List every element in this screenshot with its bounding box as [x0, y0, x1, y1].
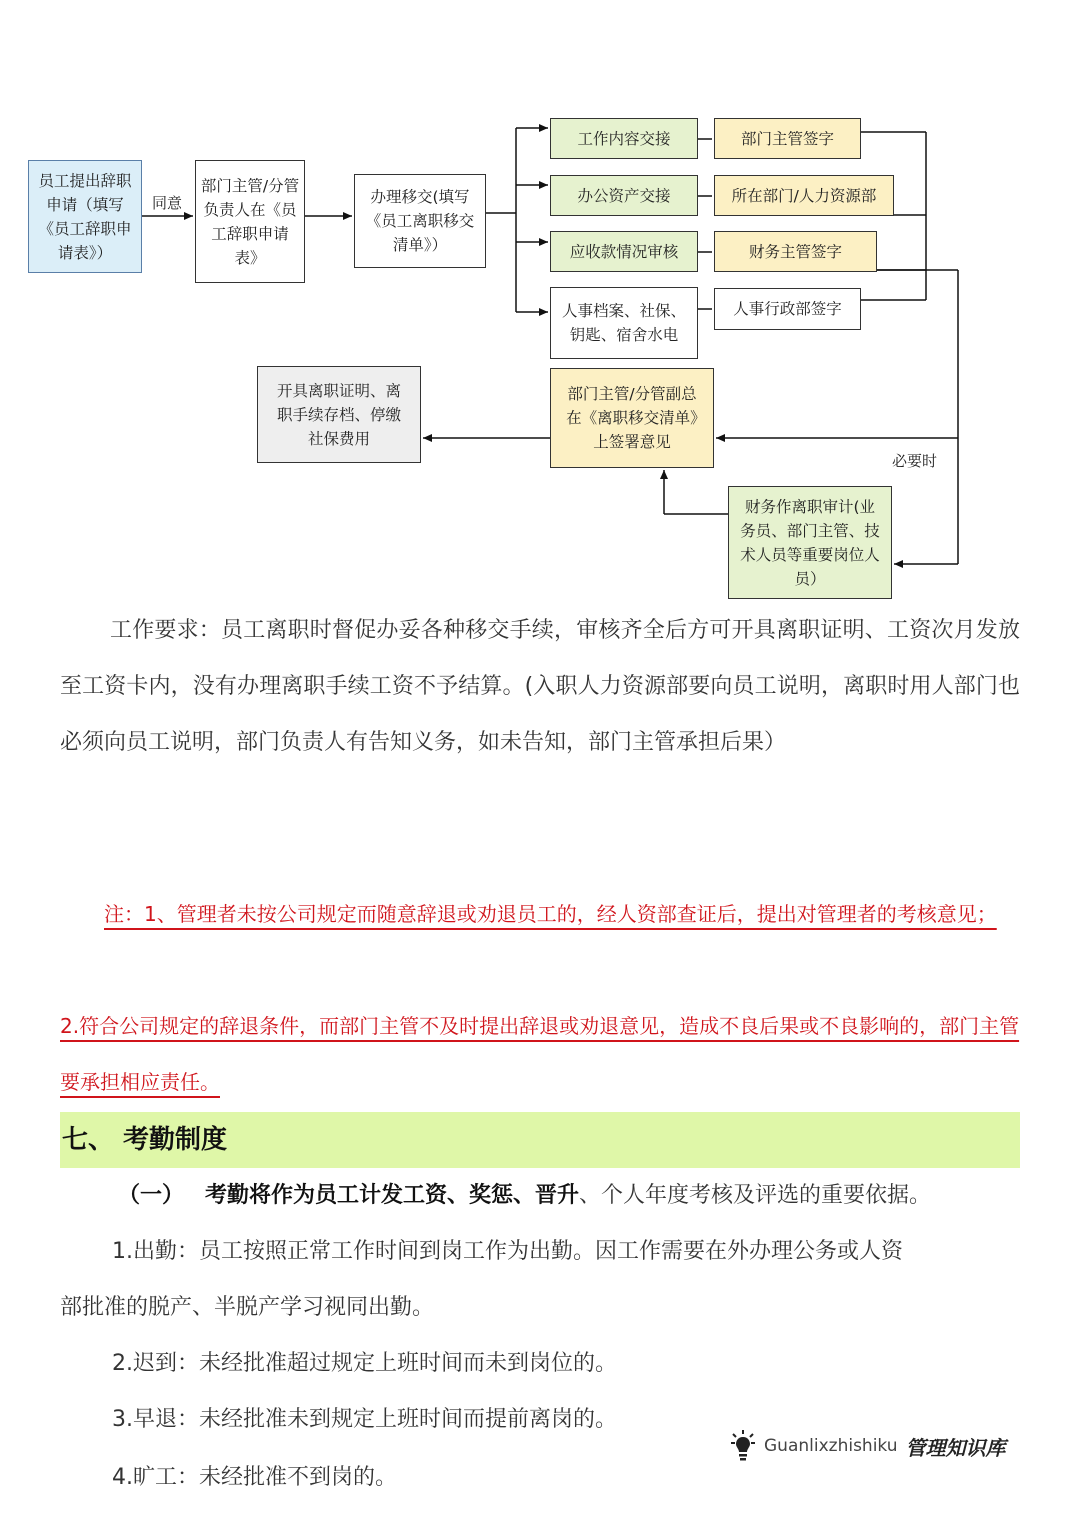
- work-requirement-paragraph: 工作要求：员工离职时督促办妥各种移交手续，审核齐全后方可开具离职证明、工资次月发放至工资卡内，没有办理离职手续工资不予结算。(入职人力资源部要向员工说明，离职时用人部门也必须向员工说明，部门负责人有告知义务，如未告知，部门主管承担后果）: [60, 618, 1020, 755]
- subsection-rest-text: 、个人年度考核及评选的重要依据。: [579, 1183, 932, 1208]
- watermark: [730, 1428, 1006, 1464]
- watermark-latin: Guanlixzhishiku: [764, 1436, 898, 1456]
- item-early-leave: 3.早退：未经批准未到规定上班时间而提前离岗的。: [112, 1407, 617, 1432]
- item-attendance: 1.出勤：员工按照正常工作时间到岗工作为出勤。因工作需要在外办理公务或人资: [112, 1239, 903, 1264]
- subsection-line: [118, 1168, 931, 1224]
- flow-task: 人事档案、社保、钥匙、宿舍水电: [550, 287, 698, 359]
- item-absence: 4.旷工：未经批准不到岗的。: [112, 1465, 397, 1490]
- flow-signoff: 所在部门/人力资源部: [714, 175, 894, 216]
- watermark-chinese: 管理知识库: [905, 1435, 1006, 1460]
- item-late: 2.迟到：未经批准超过规定上班时间而未到岗位的。: [112, 1351, 617, 1376]
- lightbulb-icon: [730, 1429, 756, 1463]
- section-heading: 七、 考勤制度: [60, 1112, 1020, 1168]
- flow-dept-manager: 部门主管/分管负责人在《员工辞职申请表》: [195, 160, 305, 283]
- note-2: [60, 998, 1020, 1110]
- flow-issue-certificate: 开具离职证明、离职手续存档、停缴社保费用: [257, 366, 421, 463]
- flow-agree-label: 同意: [152, 194, 183, 212]
- note-2-text: 2.符合公司规定的辞退条件，而部门主管不及时提出辞退或劝退意见，造成不良后果或不良影响的，部门主管要承担相应责任。: [60, 1014, 1020, 1094]
- flow-task: 工作内容交接: [550, 118, 698, 159]
- flow-handover: 办理移交(填写《员工离职移交清单》）: [354, 174, 486, 268]
- subsection-number: （一）: [118, 1183, 185, 1208]
- flow-final-sign: 部门主管/分管副总在《离职移交清单》上签署意见: [550, 368, 714, 468]
- flowchart-connectors: [0, 0, 1080, 610]
- note-1-text: 注：1、管理者未按公司规定而随意辞退或劝退员工的，经人资部查证后，提出对管理者的考核意见；: [104, 902, 997, 926]
- flow-signoff: 部门主管签字: [714, 118, 861, 159]
- flow-task: 应收款情况审核: [550, 231, 698, 272]
- flow-signoff: 财务主管签字: [714, 231, 877, 272]
- subsection-bold-text: 考勤将作为员工计发工资、奖惩、晋升: [205, 1183, 580, 1208]
- flow-start-resignation: 员工提出辞职申请（填写《员工辞职申请表》）: [28, 160, 142, 273]
- flow-signoff: 人事行政部签字: [714, 288, 861, 330]
- flow-financial-audit: 财务作离职审计(业务员、部门主管、技术人员等重要岗位人员）: [728, 486, 892, 599]
- item-attendance-cont: 部批准的脱产、半脱产学习视同出勤。: [60, 1295, 435, 1320]
- flow-when-needed-label: 必要时: [892, 452, 938, 470]
- note-1: [60, 886, 1020, 942]
- flow-task: 办公资产交接: [550, 175, 698, 216]
